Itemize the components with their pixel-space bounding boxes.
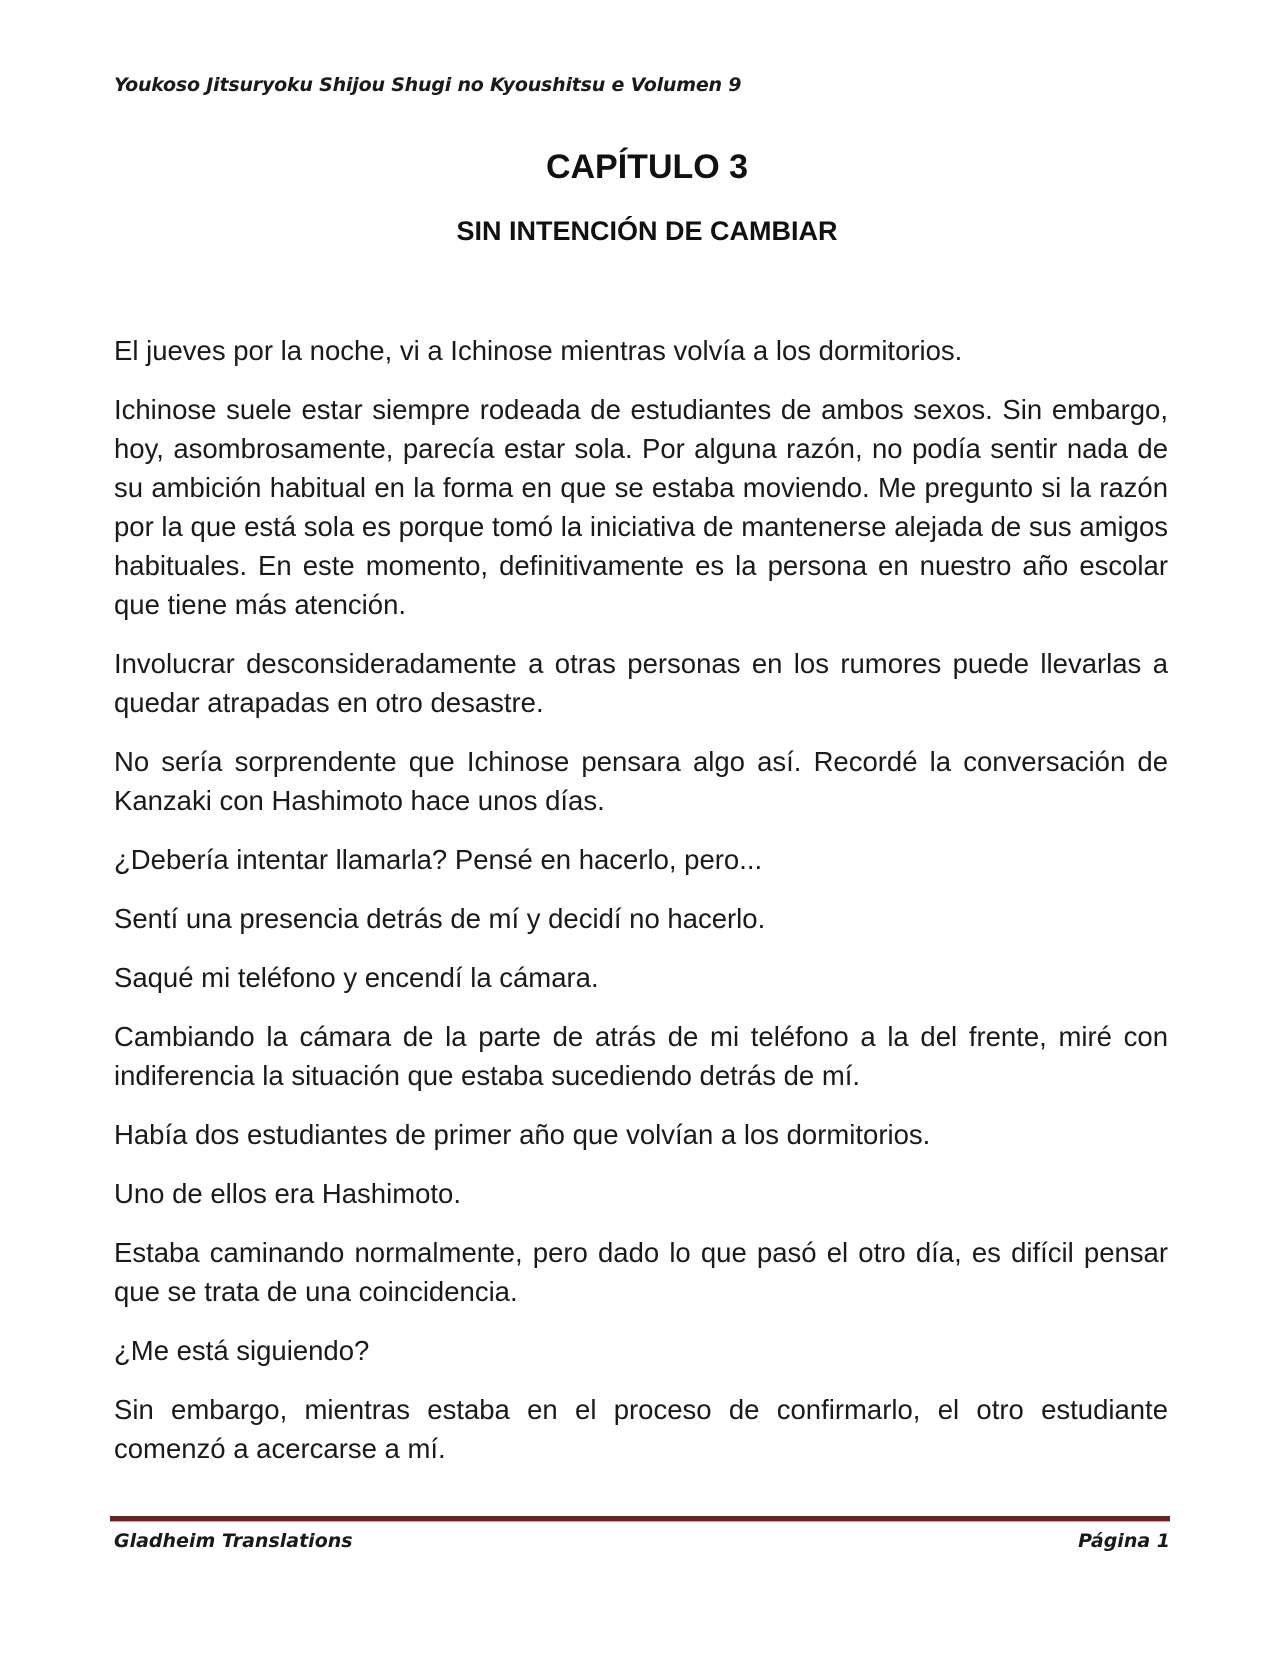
paragraph: Sentí una presencia detrás de mí y decidí no hacerlo. — [114, 903, 766, 934]
chapter-subtitle: SIN INTENCIÓN DE CAMBIAR — [456, 216, 838, 246]
page-number: Página 1 — [1078, 1530, 1170, 1552]
chapter-body — [114, 331, 1168, 1488]
paragraph: No sería sorprendente que Ichinose pensara algo así. Recordé la conversación de Kanzaki con Hashimoto hace unos días. — [114, 746, 1168, 816]
paragraph: Había dos estudiantes de primer año que volvían a los dormitorios. — [114, 1119, 931, 1150]
chapter-title: CAPÍTULO 3 — [545, 148, 749, 186]
paragraph: Cambiando la cámara de la parte de atrás de mi teléfono a la del frente, miré con indiferencia la situación que estaba sucediendo detrás de mí. — [114, 1021, 1168, 1091]
paragraph: ¿Me está siguiendo? — [114, 1335, 370, 1366]
paragraph: El jueves por la noche, vi a Ichinose mientras volvía a los dormitorios. — [114, 335, 963, 366]
footer-divider — [110, 1516, 1170, 1522]
footer-credit: Gladheim Translations — [114, 1530, 353, 1552]
paragraph: Uno de ellos era Hashimoto. — [114, 1178, 461, 1209]
paragraph: Sin embargo, mientras estaba en el proceso de confirmarlo, el otro estudiante comenzó a acercarse a mí. — [114, 1394, 1168, 1464]
paragraph: ¿Debería intentar llamarla? Pensé en hacerlo, pero... — [114, 844, 763, 875]
paragraph: Estaba caminando normalmente, pero dado lo que pasó el otro día, es difícil pensar que se trata de una coincidencia. — [114, 1237, 1168, 1307]
paragraph: Ichinose suele estar siempre rodeada de estudiantes de ambos sexos. Sin embargo, hoy, asombrosamente, parecía estar sola. Por alguna razón, no podía sentir nada de su ambición habitual en la forma en que se estaba moviendo. Me pregunto si la razón por la que está sola es porque tomó la iniciativa de mantenerse alejada de sus amigos habituales. En este momento, definitivamente es la persona en nuestro año escolar que tiene más atención. — [114, 394, 1168, 620]
paragraph: Involucrar desconsideradamente a otras personas en los rumores puede llevarlas a quedar atrapadas en otro desastre. — [114, 648, 1168, 718]
paragraph: Saqué mi teléfono y encendí la cámara. — [114, 962, 599, 993]
running-header: Youkoso Jitsuryoku Shijou Shugi no Kyoushitsu e Volumen 9 — [114, 74, 742, 96]
